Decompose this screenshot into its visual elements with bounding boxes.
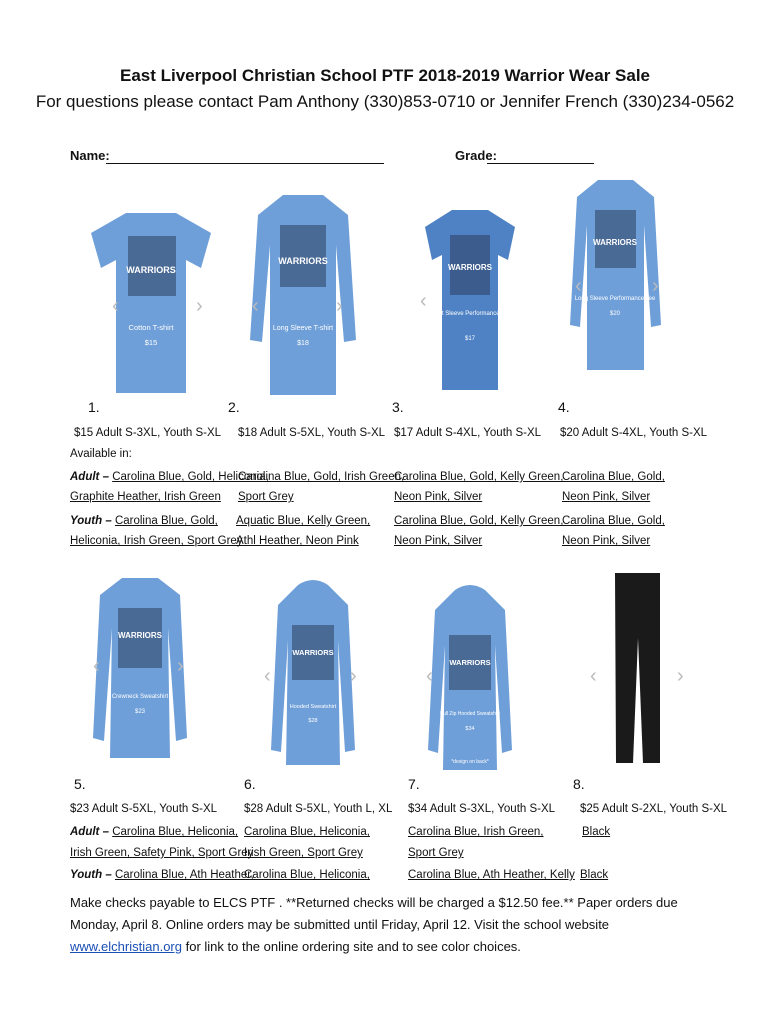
chevron-left-icon[interactable]: ‹ bbox=[426, 665, 433, 687]
art-price: $28 bbox=[308, 718, 318, 724]
long-sleeve-performance-tee-image bbox=[568, 175, 663, 375]
color-list: Graphite Heather, Irish Green bbox=[70, 491, 221, 503]
sweatpants-image bbox=[610, 568, 665, 768]
chevron-right-icon[interactable]: › bbox=[350, 665, 357, 687]
color-list: Aquatic Blue, Kelly Green, bbox=[236, 515, 371, 527]
chevron-right-icon[interactable]: › bbox=[677, 665, 684, 687]
art-price: $15 bbox=[144, 338, 158, 347]
grade-label: Grade: bbox=[455, 148, 497, 163]
art-label: Crewneck Sweatshirt bbox=[111, 694, 169, 700]
item-number: 3. bbox=[392, 399, 404, 415]
color-list: Black bbox=[582, 826, 611, 838]
color-list: Carolina Blue, Gold, Heliconia, bbox=[112, 471, 269, 483]
short-sleeve-performance-tee-image bbox=[420, 205, 520, 395]
color-list: Carolina Blue, Gold, Kelly Green, bbox=[394, 515, 564, 527]
chevron-left-icon[interactable]: ‹ bbox=[252, 295, 259, 317]
color-list: Carolina Blue, Ath Heather, Kelly bbox=[408, 869, 575, 881]
color-list: Athl Heather, Neon Pink bbox=[236, 535, 359, 547]
chevron-left-icon[interactable]: ‹ bbox=[575, 275, 582, 297]
item-number: 4. bbox=[558, 399, 570, 415]
crewneck-sweatshirt-image bbox=[90, 573, 190, 768]
chevron-left-icon[interactable]: ‹ bbox=[590, 665, 597, 687]
warriors-text: WARRIORS bbox=[448, 263, 492, 272]
page-title: East Liverpool Christian School PTF 2018-2019 Warrior Wear Sale bbox=[119, 66, 650, 85]
contact-info: For questions please contact Pam Anthony (330)853-0710 or Jennifer French (330)234-0562 bbox=[35, 92, 735, 111]
art-label: Full Zip Hooded Sweatshirt bbox=[439, 711, 501, 717]
youth-colors-line1 bbox=[70, 869, 254, 881]
color-list: Carolina Blue, Gold, bbox=[562, 515, 665, 527]
color-list: Carolina Blue, Gold, Kelly Green, bbox=[394, 471, 564, 483]
school-website-link[interactable]: www.elchristian.org bbox=[70, 939, 182, 954]
chevron-right-icon[interactable]: › bbox=[336, 295, 343, 317]
adult-label: Adult – bbox=[70, 471, 109, 483]
color-list: Neon Pink, Silver bbox=[562, 491, 651, 503]
art-price: $18 bbox=[297, 340, 309, 347]
payment-instructions bbox=[70, 892, 710, 958]
hooded-sweatshirt-image bbox=[268, 580, 358, 770]
color-list: Neon Pink, Silver bbox=[394, 491, 483, 503]
item-price: $17 Adult S-4XL, Youth S-XL bbox=[394, 427, 542, 439]
art-label: Short Sleeve Performance Tee bbox=[429, 311, 511, 317]
color-list: Carolina Blue, Heliconia, bbox=[244, 826, 370, 838]
color-list: Carolina Blue, Heliconia, bbox=[244, 869, 370, 881]
color-list: Carolina Blue, Irish Green, bbox=[408, 826, 544, 838]
item-price: $28 Adult S-5XL, Youth L, XL bbox=[244, 803, 393, 815]
color-list: Carolina Blue, Heliconia, bbox=[112, 826, 239, 838]
art-label: Hooded Sweatshirt bbox=[289, 704, 337, 710]
color-list: Irish Green, Safety Pink, Sport Grey bbox=[70, 847, 254, 859]
chevron-right-icon[interactable]: › bbox=[177, 655, 184, 677]
youth-colors-line1 bbox=[70, 515, 218, 527]
item-price: $34 Adult S-3XL, Youth S-XL bbox=[408, 803, 556, 815]
available-label: Available in: bbox=[70, 448, 132, 460]
item-price: $23 Adult S-5XL, Youth S-XL bbox=[70, 803, 218, 815]
color-list: Sport Grey bbox=[408, 847, 464, 859]
item-price: $18 Adult S-5XL, Youth S-XL bbox=[238, 427, 386, 439]
item-price: $20 Adult S-4XL, Youth S-XL bbox=[560, 427, 708, 439]
name-label: Name: bbox=[70, 148, 110, 163]
design-note: *design on back* bbox=[451, 759, 489, 765]
instructions-text-end: for link to the online ordering site and to see color choices. bbox=[182, 939, 521, 954]
art-price: $34 bbox=[465, 726, 475, 732]
chevron-left-icon[interactable]: ‹ bbox=[112, 295, 119, 317]
item-number: 7. bbox=[408, 776, 420, 792]
warriors-text: WARRIORS bbox=[126, 265, 176, 275]
adult-colors-line1 bbox=[70, 826, 238, 838]
name-field[interactable] bbox=[106, 149, 384, 164]
instructions-text: Make checks payable to ELCS PTF . **Returned checks will be charged a $12.50 fee.** Paper orders due Monday, April 8. Online orders may be submitted until Friday, April 12. Visit the school website bbox=[70, 895, 678, 932]
item-price: $25 Adult S-2XL, Youth S-XL bbox=[580, 803, 728, 815]
chevron-left-icon[interactable]: ‹ bbox=[264, 665, 271, 687]
color-list: Heliconia, Irish Green, Sport Grey bbox=[70, 535, 243, 547]
art-price: $20 bbox=[609, 311, 621, 317]
item-number: 5. bbox=[74, 776, 86, 792]
warriors-text: WARRIORS bbox=[292, 648, 334, 657]
warriors-text: WARRIORS bbox=[449, 658, 491, 667]
warriors-text: WARRIORS bbox=[593, 238, 637, 247]
color-list: Carolina Blue, Ath Heather, bbox=[114, 869, 254, 881]
art-label: Long Sleeve T-shirt bbox=[272, 325, 334, 332]
chevron-left-icon[interactable]: ‹ bbox=[420, 290, 427, 312]
grade-field[interactable] bbox=[487, 149, 594, 164]
adult-label: Adult – bbox=[70, 826, 109, 838]
art-price: $23 bbox=[134, 709, 146, 715]
warriors-text: WARRIORS bbox=[278, 256, 328, 266]
color-list: Neon Pink, Silver bbox=[562, 535, 651, 547]
chevron-right-icon[interactable]: › bbox=[652, 275, 659, 297]
youth-label: Youth – bbox=[70, 869, 112, 881]
art-price: $17 bbox=[464, 336, 476, 342]
chevron-left-icon[interactable]: ‹ bbox=[93, 655, 100, 677]
color-list: Carolina Blue, Gold, Irish Green, bbox=[238, 471, 405, 483]
item-price: $15 Adult S-3XL, Youth S-XL bbox=[74, 427, 222, 439]
color-list: Sport Grey bbox=[238, 491, 294, 503]
color-list: Irish Green, Sport Grey bbox=[244, 847, 363, 859]
youth-label: Youth – bbox=[70, 515, 112, 527]
item-number: 6. bbox=[244, 776, 256, 792]
art-label: Long Sleeve Performance Tee bbox=[574, 296, 656, 302]
full-zip-hooded-sweatshirt-image bbox=[425, 585, 515, 775]
color-list: Carolina Blue, Gold, bbox=[562, 471, 665, 483]
item-number: 1. bbox=[88, 399, 100, 415]
chevron-right-icon[interactable]: › bbox=[196, 295, 203, 317]
item-number: 8. bbox=[573, 776, 585, 792]
art-label: Cotton T-shirt bbox=[128, 323, 174, 332]
item-number: 2. bbox=[228, 399, 240, 415]
color-list: Black bbox=[580, 869, 609, 881]
warriors-text: WARRIORS bbox=[118, 631, 162, 640]
color-list: Carolina Blue, Gold, bbox=[114, 515, 218, 527]
color-list: Neon Pink, Silver bbox=[394, 535, 483, 547]
